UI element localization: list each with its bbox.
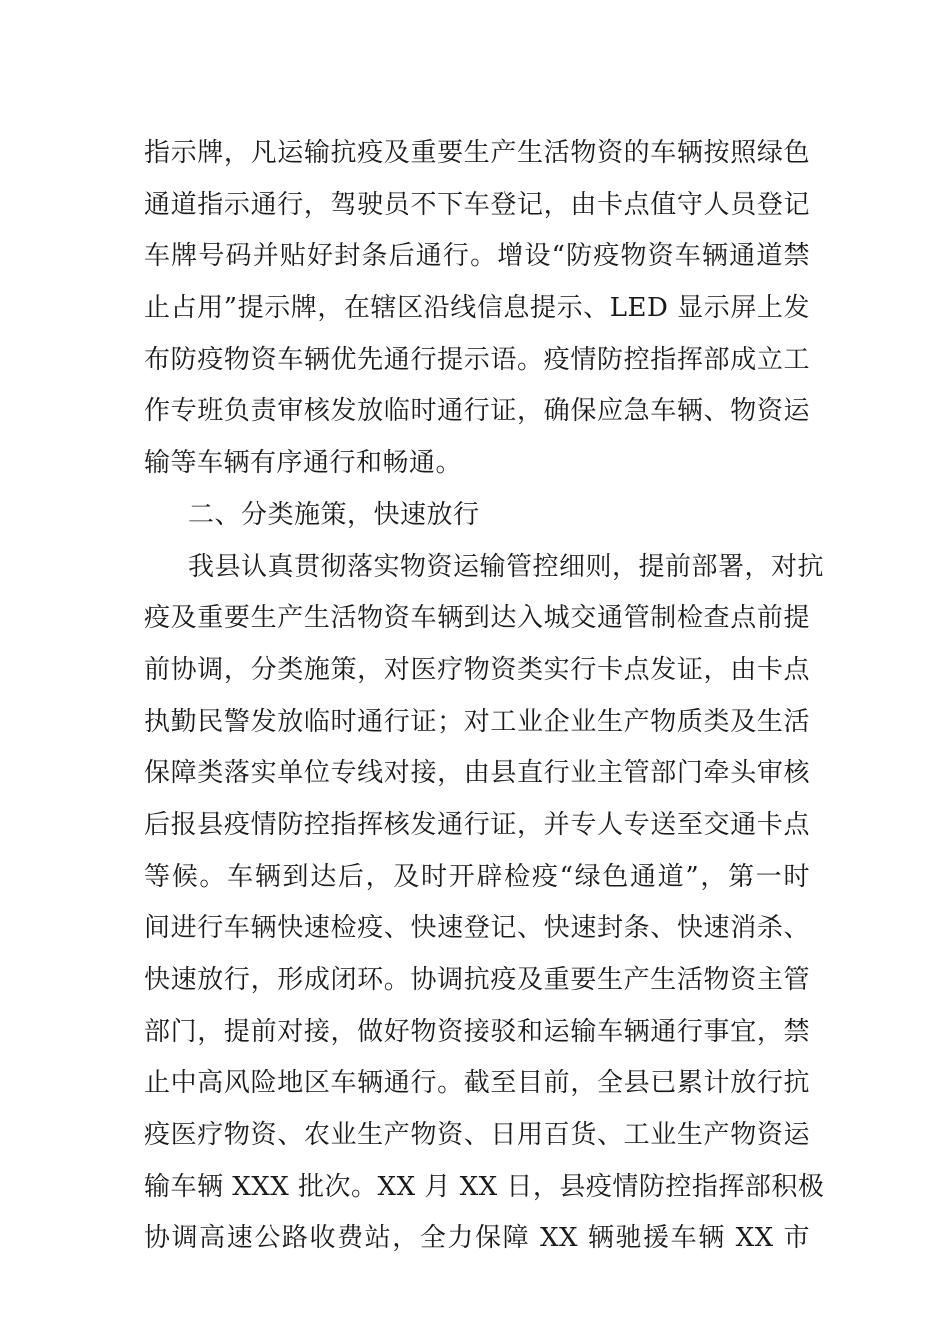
text-line: 等候。车辆到达后，及时开辟检疫“绿色通道”，第一时	[144, 861, 810, 892]
text-line: 指示牌，凡运输抗疫及重要生产生活物资的车辆按照绿色	[144, 138, 810, 168]
text-line: 保障类落实单位专线对接，由县直行业主管部门牵头审核	[144, 758, 810, 789]
text-line: 前协调，分类施策，对医疗物资类实行卡点发证，由卡点	[144, 654, 810, 685]
text-line: 部门，提前对接，做好物资接驳和运输车辆通行事宜，禁	[144, 1016, 810, 1047]
text-line: 疫医疗物资、农业生产物资、日用百货、工业生产物资运	[144, 1120, 810, 1151]
text-line: 输等车辆有序通行和畅通。	[144, 448, 463, 479]
text-line: 作专班负责审核发放临时通行证，确保应急车辆、物资运	[144, 396, 810, 427]
text-line: 通道指示通行，驾驶员不下车登记，由卡点值守人员登记	[144, 189, 810, 220]
text-line: 后报县疫情防控指挥核发通行证，并专人专送至交通卡点	[144, 809, 810, 840]
text-line: 疫及重要生产生活物资车辆到达入城交通管制检查点前提	[144, 603, 810, 634]
text-line: 快速放行，形成闭环。协调抗疫及重要生产生活物资主管	[144, 965, 810, 995]
text-line: 协调高速公路收费站，全力保障 XX 辆驰援车辆 XX 市	[144, 1223, 810, 1254]
section-heading: 二、分类施策，快速放行	[188, 499, 480, 530]
text-line: 执勤民警发放临时通行证；对工业企业生产物质类及生活	[144, 706, 810, 737]
text-line: 布防疫物资车辆优先通行提示语。疫情防控指挥部成立工	[144, 344, 810, 375]
text-line: 间进行车辆快速检疫、快速登记、快速封条、快速消杀、	[144, 913, 810, 944]
paragraph-first-line: 我县认真贯彻落实物资运输管控细则，提前部署，对抗	[188, 551, 825, 582]
body-text	[144, 128, 825, 1265]
text-line: 止中高风险地区车辆通行。截至目前，全县已累计放行抗	[144, 1068, 810, 1099]
text-line: 车牌号码并贴好封条后通行。增设“防疫物资车辆通道禁	[144, 241, 810, 272]
text-line: 止占用”提示牌，在辖区沿线信息提示、LED 显示屏上发	[144, 293, 810, 324]
text-line: 输车辆 XXX 批次。XX 月 XX 日，县疫情防控指挥部积极	[144, 1171, 825, 1202]
